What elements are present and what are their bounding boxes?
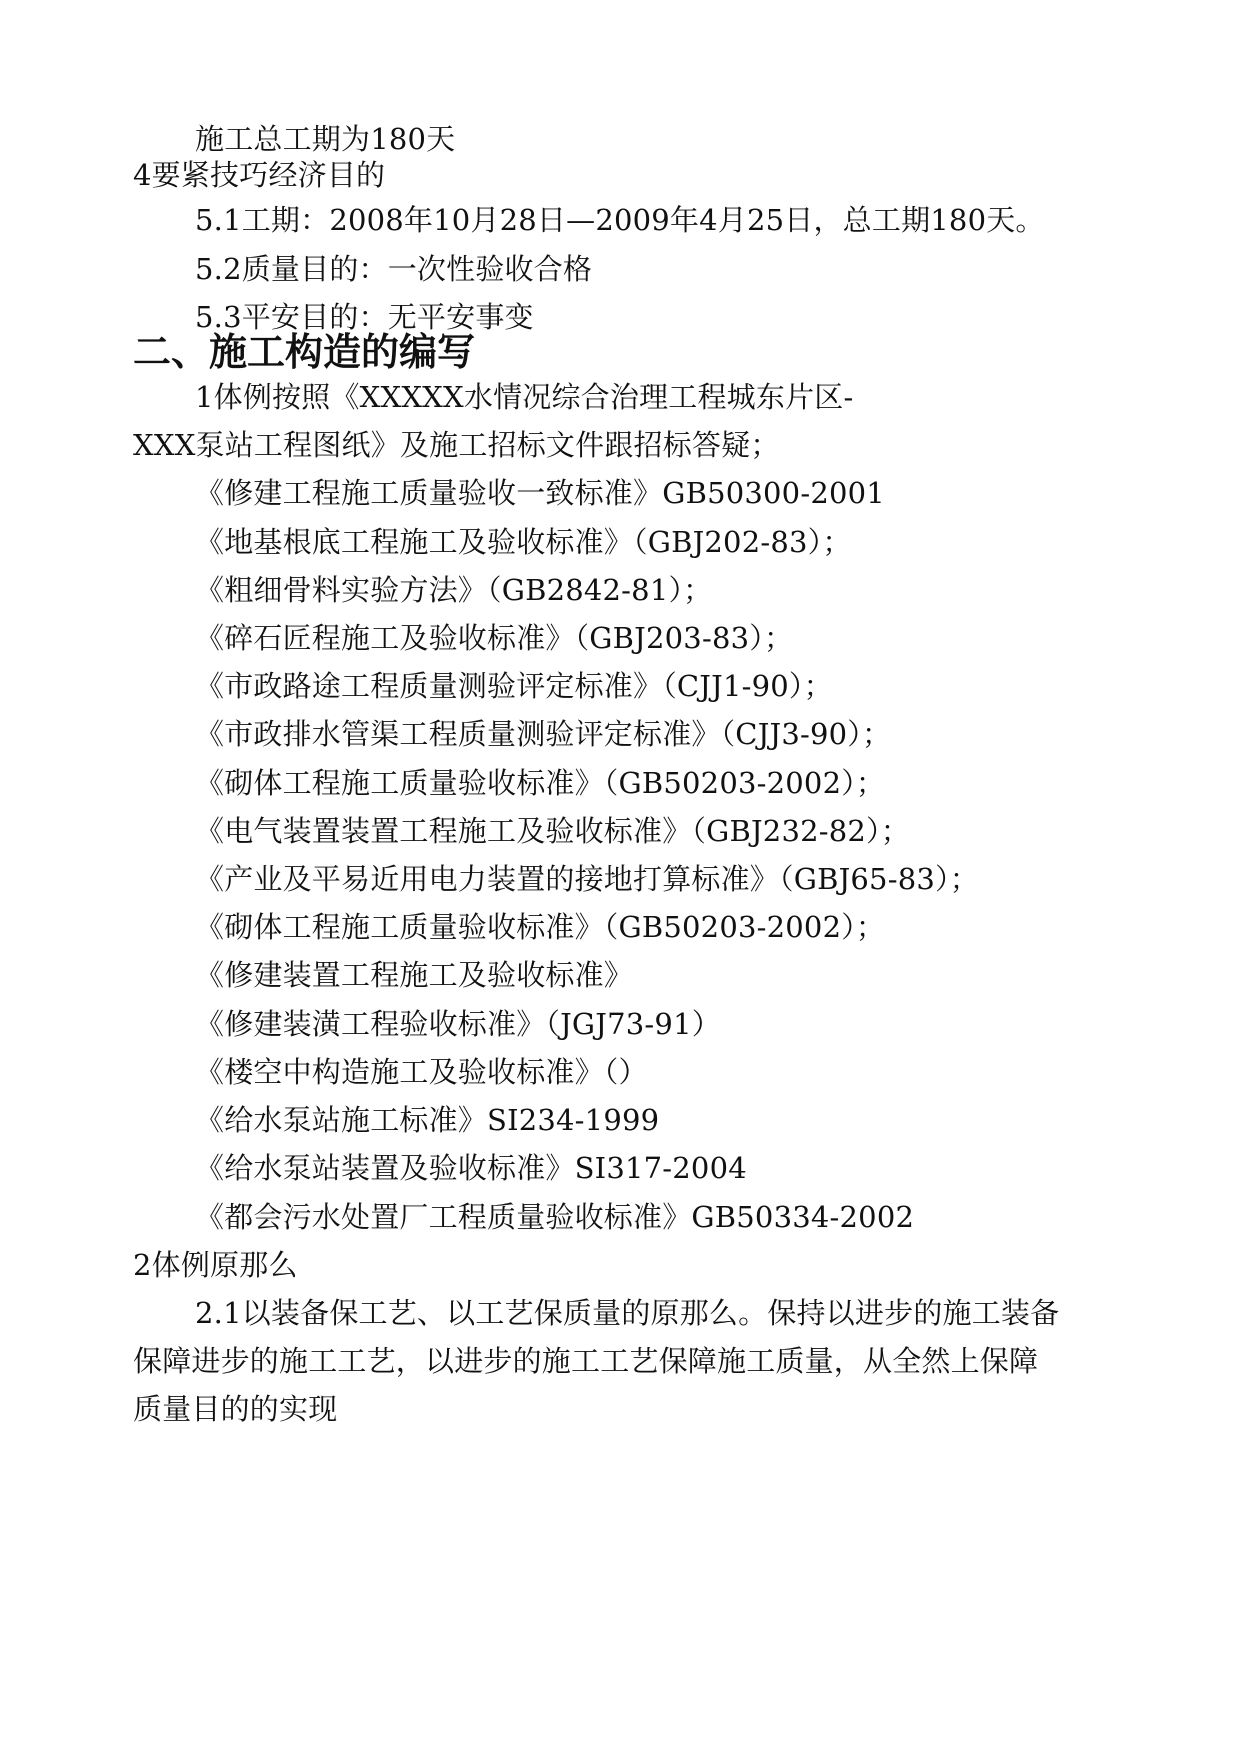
quality-goal-line: 5.2质量目的：一次性验收合格 — [195, 252, 593, 286]
standard-item: 《市政路途工程质量测验评定标准》（CJJ1-90）； — [195, 669, 833, 703]
standard-item: 《给水泵站装置及验收标准》SI317-2004 — [195, 1151, 747, 1185]
standard-item: 《修建装置工程施工及验收标准》 — [195, 958, 634, 992]
standard-item: 《修建工程施工质量验收一致标准》GB50300-2001 — [195, 476, 885, 510]
principle-para-line: 2.1以装备保工艺、以工艺保质量的原那么。保持以进步的施工装备 — [195, 1296, 1060, 1330]
principle-heading: 2体例原那么 — [133, 1248, 298, 1282]
standard-item: 《砌体工程施工质量验收标准》（GB50203-2002）； — [195, 766, 886, 800]
standard-item: 《砌体工程施工质量验收标准》（GB50203-2002）； — [195, 910, 886, 944]
standard-item: 《粗细骨料实验方法》（GB2842-81）； — [195, 573, 713, 607]
schedule-goal-line: 5.1工期：2008年10月28日—2009年4月25日，总工期180天。 — [195, 203, 1045, 237]
standard-item: 《产业及平易近用电力装置的接地打算标准》（GBJ65-83）； — [195, 862, 979, 896]
standard-item: 《都会污水处置厂工程质量验收标准》GB50334-2002 — [195, 1200, 915, 1234]
standard-item: 《市政排水管渠工程质量测验评定标准》（CJJ3-90）； — [195, 717, 892, 751]
safety-goal-line: 5.3平安目的：无平安事变 — [195, 300, 534, 334]
basis-line-2: XXX泵站工程图纸》及施工招标文件跟招标答疑； — [133, 428, 780, 462]
key-goals-heading: 4要紧技巧经济目的 — [133, 158, 386, 192]
standard-item: 《楼空中构造施工及验收标准》（） — [195, 1055, 648, 1089]
standard-item: 《给水泵站施工标准》SI234-1999 — [195, 1103, 660, 1137]
basis-line-1: 1体例按照《XXXXX水情况综合治理工程城东片区- — [195, 380, 854, 414]
section-heading: 二、施工构造的编写 — [133, 330, 476, 374]
principle-para-line: 质量目的的实现 — [133, 1392, 338, 1426]
standard-item: 《修建装潢工程验收标准》（JGJ73-91） — [195, 1007, 721, 1041]
total-duration-line: 施工总工期为180天 — [195, 122, 456, 156]
standard-item: 《地基根底工程施工及验收标准》（GBJ202-83）； — [195, 525, 852, 559]
principle-para-line: 保障进步的施工工艺，以进步的施工工艺保障施工质量，从全然上保障 — [133, 1344, 1039, 1378]
standard-item: 《碎石匠程施工及验收标准》（GBJ203-83）； — [195, 621, 794, 655]
standard-item: 《电气装置装置工程施工及验收标准》（GBJ232-82）； — [195, 814, 910, 848]
